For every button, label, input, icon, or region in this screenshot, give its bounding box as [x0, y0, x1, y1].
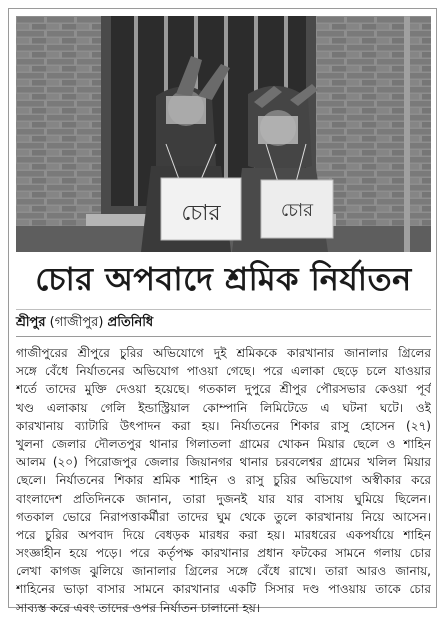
article-body [16, 344, 431, 617]
body-line: শাহিনের ভাড়া বাসার সামনে কারখানার একটি সিসার দণ্ড পাওয়ায় তাকে চোর [16, 582, 431, 597]
body-line: খণ্ড এলাকায় গেলি ইন্ডাস্ট্রিয়াল কোম্পানি লিমিটেডে এ ঘটনা ঘটে। ওই [16, 400, 431, 415]
body-line: ছেলে। নির্যাতনের শিকার শ্রমিক শাহিন ও রাসু চুরির অভিযোগ অস্বীকার করে [16, 473, 431, 488]
body-line: আলম (২০) পিরোজপুর জেলার জিয়ানগর থানার চরবলেশ্বর গ্রামের খলিল মিয়ার [16, 455, 431, 470]
headline: চোর অপবাদে শ্রমিক নির্যাতন [35, 260, 412, 298]
headline-divider [16, 309, 431, 310]
byline-role: প্রতিনিধি [107, 315, 154, 330]
news-photo [16, 16, 431, 252]
body-line: সাব্যস্ত করে এবং তাদের ওপর নির্যাতন চালানো হয়। [16, 600, 261, 615]
body-line: পরে চুরির অপবাদ দিয়ে বেধড়ক মারধর করা হয়। মারধরের একপর্যায়ে শাহিন [16, 527, 431, 542]
body-line: বাংলাদেশ প্রতিদিনকে জানান, তারা দুজনই যার যার বাসায় ঘুমিয়ে ছিলেন। [16, 491, 431, 506]
sign-right-text: চোর [280, 200, 314, 221]
body-line: শর্তে তাদের মুক্তি দেওয়া হয়েছে। গতকাল দুপুরে শ্রীপুর পৌরসভার কেওয়া পূর্ব [16, 382, 431, 397]
byline-place: শ্রীপুর [16, 315, 46, 330]
byline-divider [16, 336, 431, 337]
byline-district: (গাজীপুর) [49, 315, 104, 330]
byline [16, 313, 153, 333]
body-line: খুলনা জেলার দৌলতপুর থানার গিলাতলা গ্রামের খোকন মিয়ার ছেলে ও শাহিন [16, 436, 431, 451]
sign-left-text: চোর [181, 201, 221, 226]
body-line: গতকাল ভোরে নিরাপত্তাকর্মীরা তাদের ঘুম থেকে তুলে কারখানায় নিয়ে আসেন। [16, 509, 431, 524]
body-line: সংজ্ঞাহীন হয়ে পড়ে। পরে কর্তৃপক্ষ কারখানার প্রধান ফটকের সামনে গলায় চোর [16, 546, 431, 561]
body-line: গাজীপুরের শ্রীপুরে চুরির অভিযোগে দুই শ্রমিককে কারখানার জানালার গ্রিলের [16, 346, 431, 360]
body-line: কারখানায় ব্যাটারি উৎপাদন করা হয়। নির্যাতনের শিকার রাসু হোসেন (২৭) [16, 418, 431, 433]
body-line: লেখা কাগজ ঝুলিয়ে জানালার গ্রিলের সঙ্গে বেঁধে রাখে। তারা আরও জানায়, [16, 564, 431, 579]
body-line: সঙ্গে বেঁধে নির্যাতনের অভিযোগ পাওয়া গেছে। পরে এলাকা ছেড়ে চলে যাওয়ার [16, 364, 431, 379]
